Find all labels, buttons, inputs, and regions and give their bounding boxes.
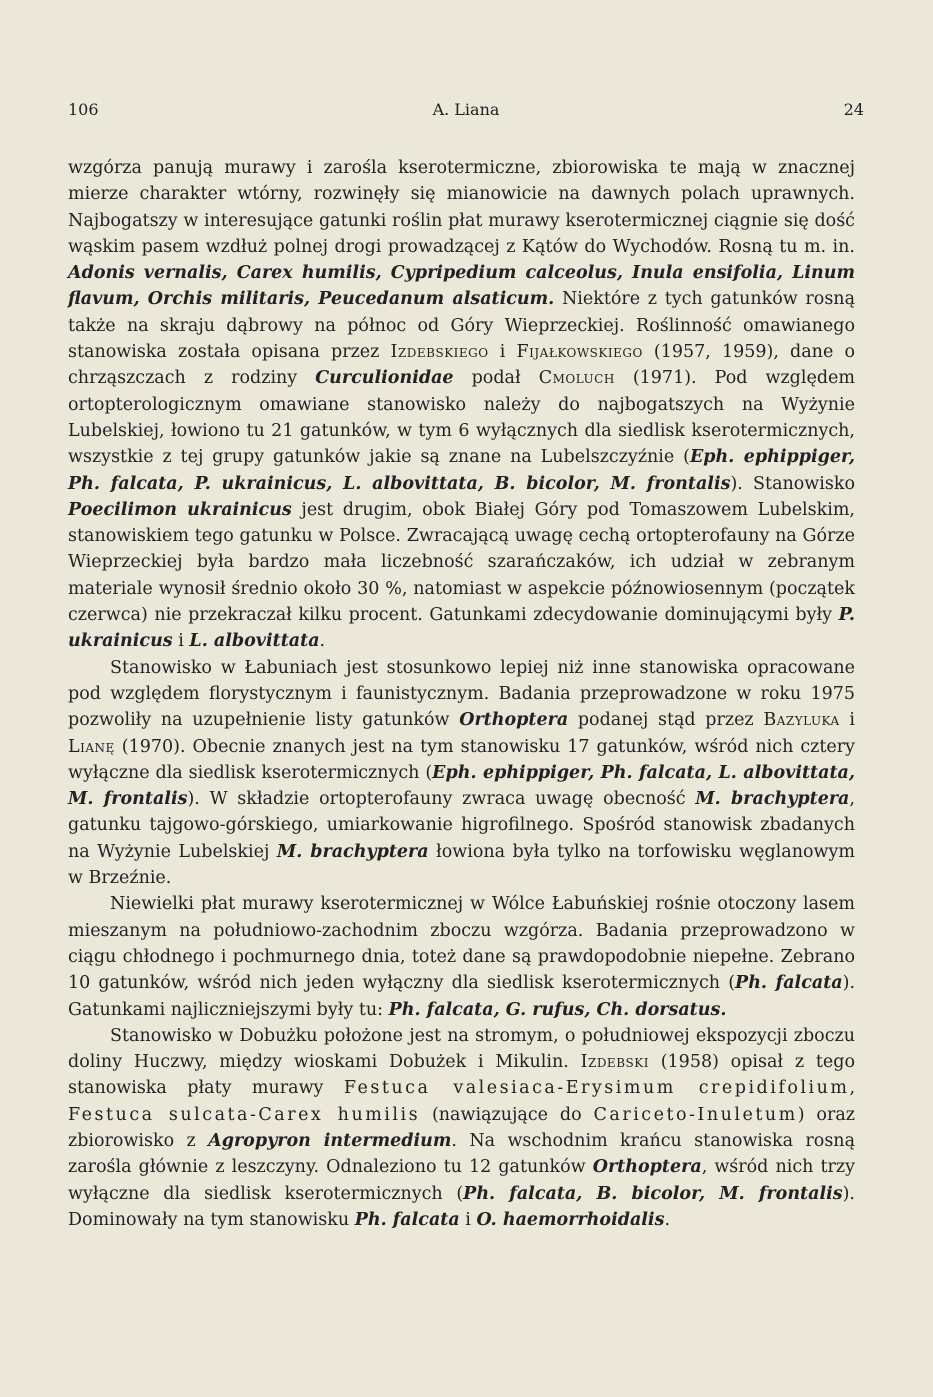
text-run: . (664, 1209, 671, 1230)
text-run: ). Dominowały na tym stanowisku (68, 1183, 855, 1230)
text-run: i (488, 342, 517, 363)
species-names: Eph. ephippiger, Ph. falcata, P. ukrainicus, L. albovittata, B. bicolor, M. frontalis (68, 447, 855, 494)
text-run: . (319, 631, 326, 652)
author-name: Izdebski (580, 1052, 649, 1073)
running-head-author: A. Liana (432, 100, 500, 119)
taxon-name: Orthoptera (459, 710, 569, 731)
text-run: i (839, 710, 855, 731)
text-run: (1958) opisał z tego stanowiska płaty murawy (68, 1052, 855, 1099)
text-run: jest drugim, obok Białej Góry pod Tomaszowem Lubelskim, stanowiskiem tego gatunku w Polsce. Zwracającą uwagę cechą ortopterofauny na Górze Wieprzeckiej była bardzo mała liczebność szarańczaków, ich udział w zebranym materiale wynosił średnio około 30 %, natomiast w aspekcie późnowiosennym (początek czerwca) nie przekraczał kilku procent. Gatunkami zdecydowanie dominującymi były (68, 499, 855, 626)
species-name: M. brachyptera (695, 789, 850, 810)
author-name: Bazyluka (763, 710, 840, 731)
page-number-right: 24 (843, 100, 864, 119)
text-run: (1971). Pod względem ortopterologicznym omawiane stanowisko należy do najbogatszych na Wyżynie Lubelskiej, łowiono tu 21 gatunków, w tym 6 wyłącznych dla siedlisk kserotermicznych, wszystkie z tej grupy gatunków jakie są znane na Lubelszczyźnie ( (68, 368, 855, 468)
text-run: ). W składzie ortopterofauny zwraca uwagę obecność (187, 789, 696, 810)
text-run: Stanowisko w Łabuniach jest stosunkowo lepiej niż inne stanowiska opracowane pod względem florystycznym i faunistycznym. Badania przeprowadzone w roku 1975 pozwoliły na uzupełnienie listy gatunków (68, 657, 855, 731)
species-name: M. brachyptera (276, 841, 429, 862)
author-name: Fijałkowskiego (516, 342, 643, 363)
species-names: Ph. falcata, G. rufus, Ch. dorsatus. (388, 999, 727, 1020)
paragraph-labunie (68, 655, 855, 892)
species-name: L. albovittata (189, 631, 320, 652)
species-names: Eph. ephippiger, Ph. falcata, L. albovittata, M. frontalis (68, 762, 855, 810)
species-name: Ph. falcata (354, 1209, 460, 1230)
text-run: . Na wschodnim krańcu stanowiska rosną zarośla głównie z leszczyny. Odnaleziono tu 12 gatunków (68, 1130, 856, 1178)
species-name: Agropyron intermedium (208, 1130, 452, 1151)
text-run: (nawiązujące do (420, 1104, 594, 1125)
text-run: i (459, 1209, 477, 1230)
page-number-left: 106 (68, 100, 99, 119)
paragraph-dobuzek (68, 1023, 855, 1233)
species-name: O. haemorrhoidalis (476, 1209, 665, 1230)
running-header (68, 100, 864, 124)
paragraph-wolka-labunska (68, 891, 855, 1022)
author-name: Izdebskiego (390, 342, 489, 363)
species-names: Adonis vernalis, Carex humilis, Cypripedium calceolus, Inula ensifolia, Linum flavum, Orchis militaris, Peucedanum alsaticum. (68, 263, 855, 310)
text-run: podanej stąd przez (568, 710, 764, 731)
text-run: ). Gatunkami najliczniejszymi były tu: (68, 973, 856, 1020)
text-run: i (172, 631, 190, 652)
paragraph-wieprzecka (68, 155, 855, 655)
text-run: (1970). Obecnie znanych jest na tym stanowisku 17 gatunków, wśród nich cztery wyłączne dla siedlisk kserotermicznych ( (68, 736, 855, 783)
species-name: P. ukrainicus (68, 605, 855, 652)
text-run: Niektóre z tych gatunków rosną także na skraju dąbrowy na północ od Góry Wieprzeckiej. Roślinność omawianego stanowiska została opisana przez (68, 289, 855, 363)
text-run: ). Stanowisko (730, 473, 856, 494)
species-name: Ph. falcata (735, 973, 843, 994)
text-run: Niewielki płat murawy kserotermicznej w Wólce Łabuńskiej rośnie otoczony lasem mieszanym na południowo-zachodnim zboczu wzgórza. Badania przeprowadzono w ciągu chłodnego i pochmurnego dnia, toteż dane są prawdopodobnie niepełne. Zebrano 10 gatunków, wśród nich jeden wyłączny dla siedlisk kserotermicznych ( (68, 894, 855, 994)
species-name: Poecilimon ukrainicus (68, 499, 292, 520)
association-name: Caricetо-Inuletum (593, 1104, 798, 1125)
author-name: Lianę (68, 736, 115, 757)
species-names: Ph. falcata, B. bicolor, M. frontalis (463, 1183, 843, 1204)
association-name: Festuca sulcata-Carex humilis (68, 1104, 421, 1125)
text-run: podał (453, 368, 539, 389)
text-run: (1957, 1959), dane o chrząszczach z rodziny (68, 342, 855, 389)
body-text (68, 155, 855, 1233)
author-name: Cmoluch (538, 368, 615, 389)
text-run: , wśród nich trzy wyłączne dla siedlisk kserotermicznych ( (68, 1157, 855, 1204)
association-name: Festuca valesiaca-Erysimum crepidifolium (343, 1078, 850, 1099)
text-run: , (849, 1078, 856, 1099)
text-run: ) oraz zbiorowisko z (68, 1104, 855, 1151)
text-run: , gatunku tajgowo-górskiego, umiarkowanie higrofilnego. Spośród stanowisk zbadanych na Wyżynie Lubelskiej (68, 789, 855, 862)
taxon-name: Orthoptera (592, 1157, 702, 1178)
text-run: łowiona była tylko na torfowisku węglanowym w Brzeźnie. (68, 841, 855, 889)
taxon-name: Curculionidae (315, 368, 454, 389)
text-run: Stanowisko w Dobużku położone jest na stromym, o południowej ekspozycji zboczu doliny Huczwy, między wioskami Dobużek i Mikulin. (68, 1025, 855, 1073)
text-run: wzgórza panują murawy i zarośla kserotermiczne, zbiorowiska te mają w znacznej mierze charakter wtórny, rozwinęły się mianowicie na dawnych polach uprawnych. Najbogatszy w interesujące gatunki roślin płat murawy kserotermicznej ciągnie się dość wąskim pasem wzdłuż polnej drogi prowadzącej z Kątów do Wychodów. Rosną tu m. in. (68, 158, 855, 257)
